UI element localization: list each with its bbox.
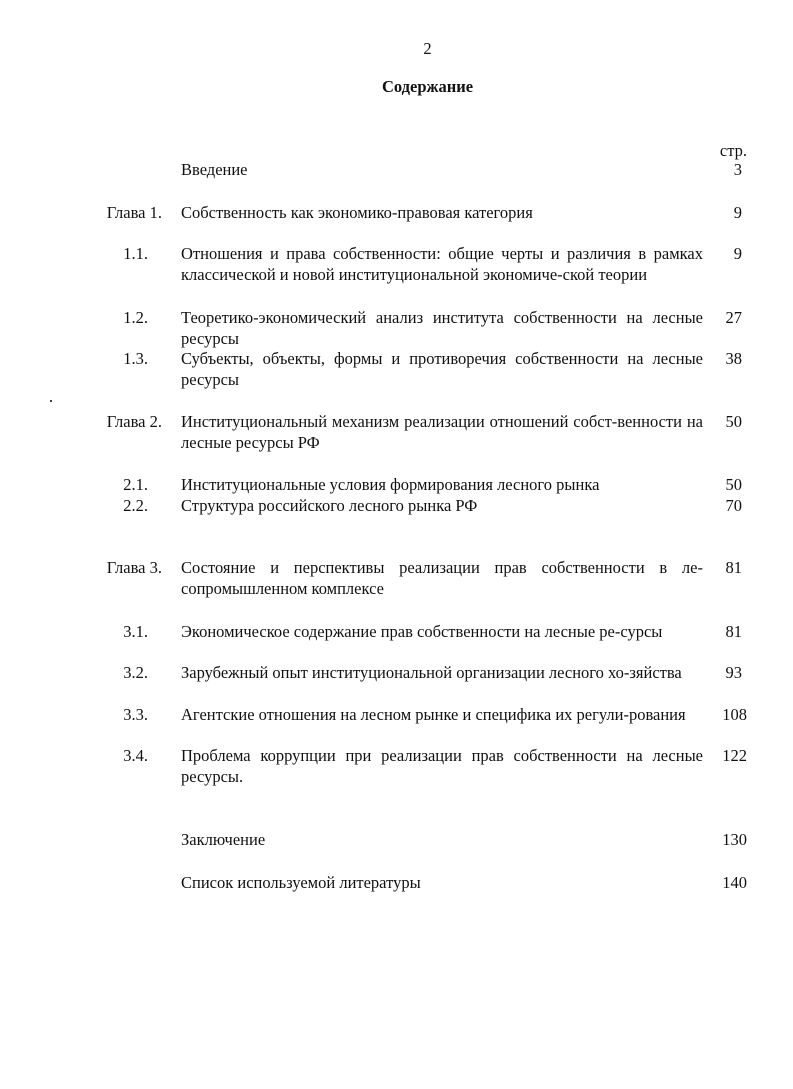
toc-entry-title: Субъекты, объекты, формы и противоречия собственности на лесные ресурсы xyxy=(181,349,703,389)
toc-entry-title: Институциональный механизм реализации отношений собст-венности на лесные ресурсы РФ xyxy=(181,412,703,452)
toc-entry-number: 3.1. xyxy=(123,622,148,641)
toc-entry-page: 93 xyxy=(725,663,742,682)
toc-entry-number: Глава 2. xyxy=(106,412,162,431)
scan-speck xyxy=(50,400,52,402)
page-number: 2 xyxy=(423,39,432,58)
toc-entry-page: 130 xyxy=(722,830,747,849)
toc-entry-page: 9 xyxy=(733,244,742,263)
toc-entry-title: Состояние и перспективы реализации прав собственности в ле-сопромышленном комплексе xyxy=(181,558,703,598)
page-title: Содержание xyxy=(381,77,474,96)
toc-entry-page: 70 xyxy=(725,496,742,515)
toc-entry-title: Структура российского лесного рынка РФ xyxy=(181,496,478,515)
toc-entry-title: Введение xyxy=(181,160,248,179)
toc-entry-page: 50 xyxy=(725,475,742,494)
toc-entry-page: 140 xyxy=(722,873,747,892)
toc-entry-number: 2.1. xyxy=(123,475,148,494)
toc-entry-page: 50 xyxy=(725,412,742,431)
toc-entry-number: Глава 1. xyxy=(106,203,162,222)
toc-entry-page: 81 xyxy=(725,558,742,577)
toc-entry-title: Собственность как экономико-правовая категория xyxy=(181,203,533,222)
toc-entry-title: Экономическое содержание прав собственности на лесные ре-сурсы xyxy=(181,622,663,641)
toc-entry-title: Заключение xyxy=(181,830,266,849)
toc-entry-page: 3 xyxy=(733,160,742,179)
toc-entry-number: 1.2. xyxy=(123,308,148,327)
toc-entry-number: 3.2. xyxy=(123,663,148,682)
toc-entry-page: 122 xyxy=(722,746,747,765)
toc-entry-page: 27 xyxy=(725,308,742,327)
toc-entry-title: Проблема коррупции при реализации прав собственности на лесные ресурсы. xyxy=(181,746,703,786)
toc-entry-number: 3.3. xyxy=(123,705,148,724)
toc-entry-title: Отношения и права собственности: общие черты и различия в рамках классической и новой институциональной экономиче-ской теории xyxy=(181,244,703,284)
toc-entry-number: Глава 3. xyxy=(106,558,162,577)
toc-entry-title: Зарубежный опыт институциональной организации лесного хо-зяйства xyxy=(181,663,682,682)
toc-entry-title: Агентские отношения на лесном рынке и специфика их регули-рования xyxy=(181,705,686,724)
toc-entry-number: 1.3. xyxy=(123,349,148,368)
toc-entry-title: Институциональные условия формирования лесного рынка xyxy=(181,475,600,494)
toc-entry-page: 108 xyxy=(722,705,747,724)
toc-entry-page: 38 xyxy=(725,349,742,368)
page-column-label: стр. xyxy=(719,141,747,160)
toc-entry-number: 3.4. xyxy=(123,746,148,765)
toc-entry-title: Теоретико-экономический анализ института собственности на лесные ресурсы xyxy=(181,308,703,348)
toc-entry-page: 81 xyxy=(725,622,742,641)
toc-entry-page: 9 xyxy=(733,203,742,222)
toc-entry-number: 2.2. xyxy=(123,496,148,515)
toc-entry-title: Список используемой литературы xyxy=(181,873,421,892)
toc-entry-number: 1.1. xyxy=(123,244,148,263)
